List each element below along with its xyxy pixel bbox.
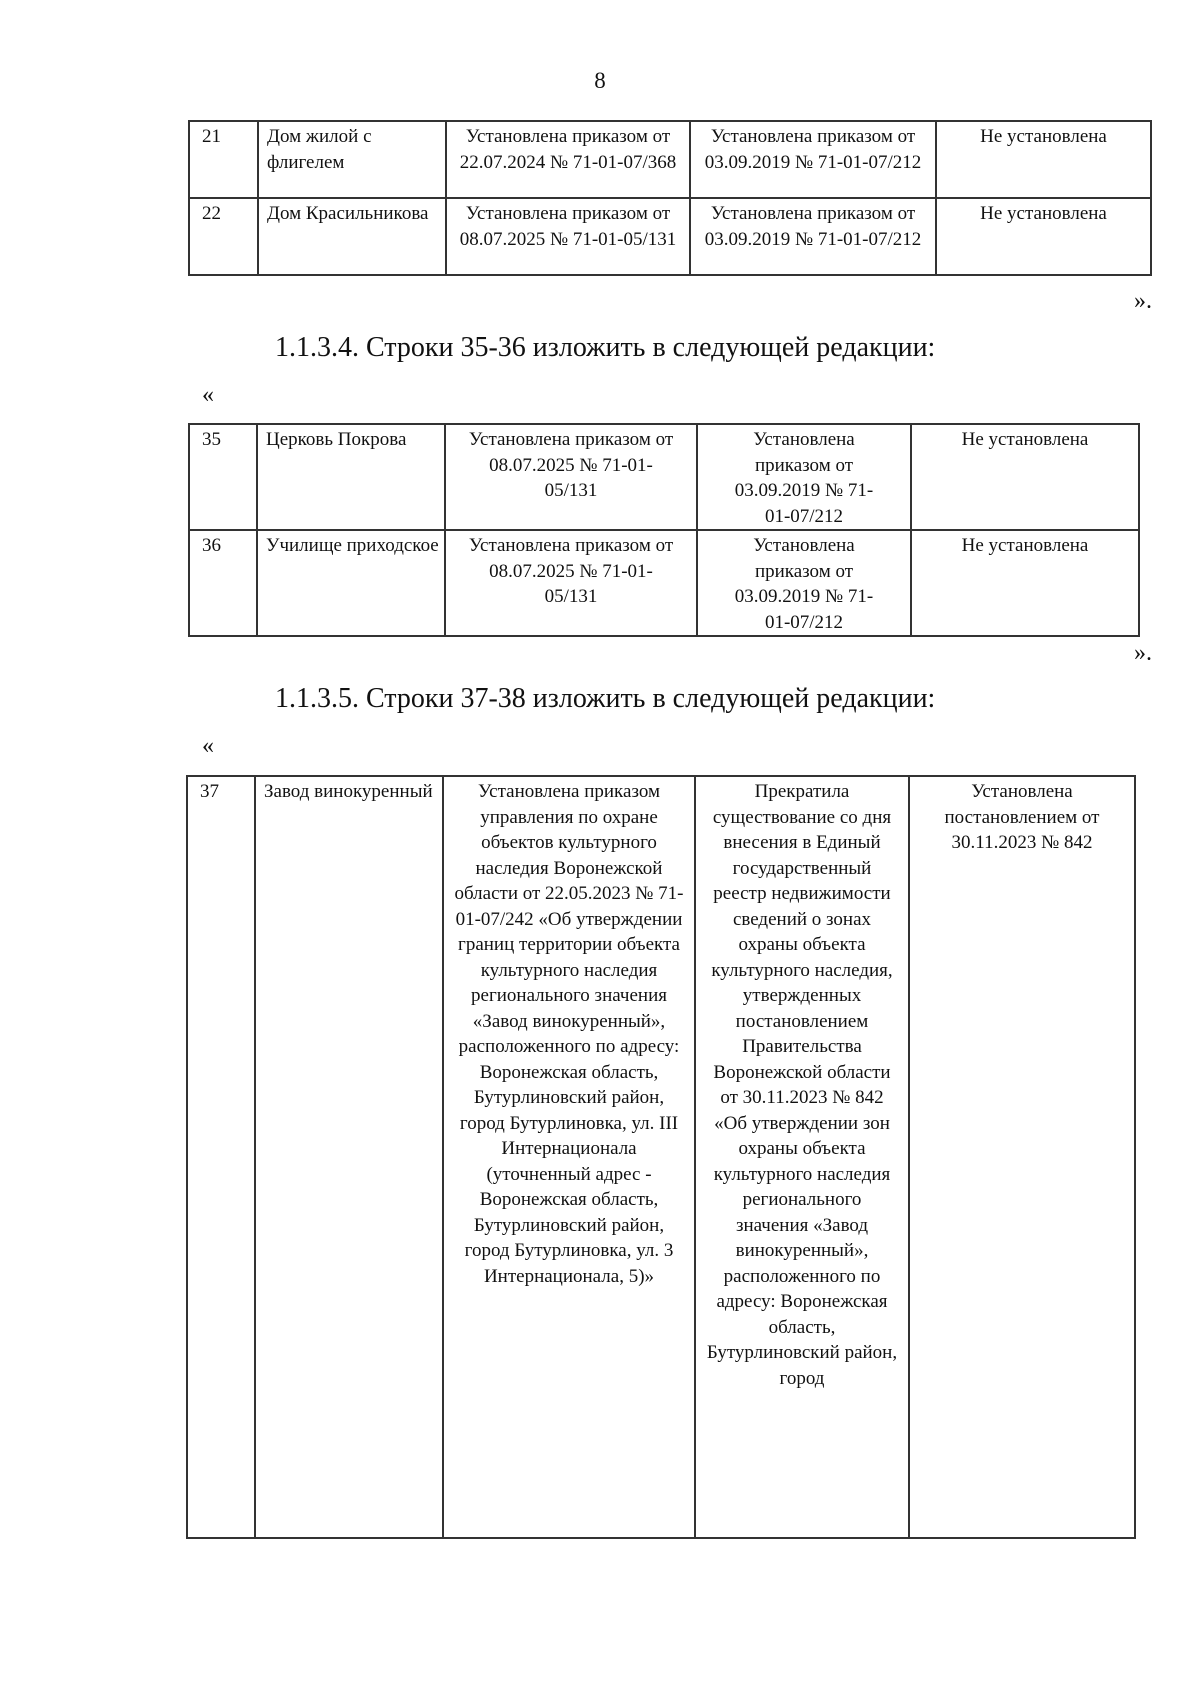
table-row [189, 198, 1151, 275]
regulations-cell: Не установлена [911, 424, 1139, 530]
regulations-cell: Установлена постановлением от 30.11.2023 № 842 [909, 776, 1135, 1538]
territory-boundaries-cell: Установлена приказом от 08.07.2025 № 71-01-05/131 [445, 424, 697, 530]
protection-zones-cell: Прекратила существование со дня внесения в Единый государственный реестр недвижимости сведений о зонах охраны объекта культурного наследия, утвержденных постановлением Правительства Воронежской области от 30.11.2023 № 842 «Об утверждении зон охраны объекта культурного наследия регионального значения «Завод винокуренный», расположенного по адресу: Воронежская область, Бутурлиновский район, город [695, 776, 909, 1538]
object-name: Дом Красильникова [258, 198, 446, 275]
row-number: 35 [189, 424, 257, 530]
row-number: 21 [189, 121, 258, 198]
protection-zones-cell: Установлена приказом от 03.09.2019 № 71-01-07/212 [697, 530, 911, 636]
section-heading-rows-37-38: 1.1.3.5. Строки 37-38 изложить в следующей редакции: [275, 683, 936, 714]
protection-zones-cell: Установлена приказом от 03.09.2019 № 71-01-07/212 [690, 121, 936, 198]
page-number: 8 [594, 68, 606, 93]
regulations-cell: Не установлена [936, 198, 1151, 275]
territory-boundaries-cell: Установлена приказом от 08.07.2025 № 71-01-05/131 [446, 198, 690, 275]
closing-quote: ». [1134, 288, 1152, 314]
object-name: Церковь Покрова [257, 424, 445, 530]
closing-quote: ». [1134, 640, 1152, 666]
row-number: 22 [189, 198, 258, 275]
regulations-cell: Не установлена [911, 530, 1139, 636]
table-row [187, 776, 1135, 1538]
territory-boundaries-cell: Установлена приказом управления по охране объектов культурного наследия Воронежской области от 22.05.2023 № 71-01-07/242 «Об утверждении границ территории объекта культурного наследия регионального значения «Завод винокуренный», расположенного по адресу: Воронежская область, Бутурлиновский район, город Бутурлиновка, ул. III Интернационала (уточненный адрес - Воронежская область, Бутурлиновский район, город Бутурлиновка, ул. 3 Интернационала, 5)» [443, 776, 695, 1538]
section-heading-rows-35-36: 1.1.3.4. Строки 35-36 изложить в следующей редакции: [275, 332, 936, 363]
row-number: 37 [187, 776, 255, 1538]
opening-quote: « [202, 733, 214, 759]
object-name: Дом жилой с флигелем [258, 121, 446, 198]
table-row [189, 424, 1139, 530]
row-number: 36 [189, 530, 257, 636]
protection-zones-cell: Установлена приказом от 03.09.2019 № 71-01-07/212 [690, 198, 936, 275]
objects-table-rows-37-38 [186, 775, 1136, 1539]
object-name: Училище приходское [257, 530, 445, 636]
table-row [189, 121, 1151, 198]
objects-table-rows-35-36 [188, 423, 1140, 637]
protection-zones-cell: Установлена приказом от 03.09.2019 № 71-01-07/212 [697, 424, 911, 530]
territory-boundaries-cell: Установлена приказом от 08.07.2025 № 71-01-05/131 [445, 530, 697, 636]
object-name: Завод винокуренный [255, 776, 443, 1538]
territory-boundaries-cell: Установлена приказом от 22.07.2024 № 71-01-07/368 [446, 121, 690, 198]
table-row [189, 530, 1139, 636]
regulations-cell: Не установлена [936, 121, 1151, 198]
opening-quote: « [202, 382, 214, 408]
objects-table-rows-21-22 [188, 120, 1152, 276]
